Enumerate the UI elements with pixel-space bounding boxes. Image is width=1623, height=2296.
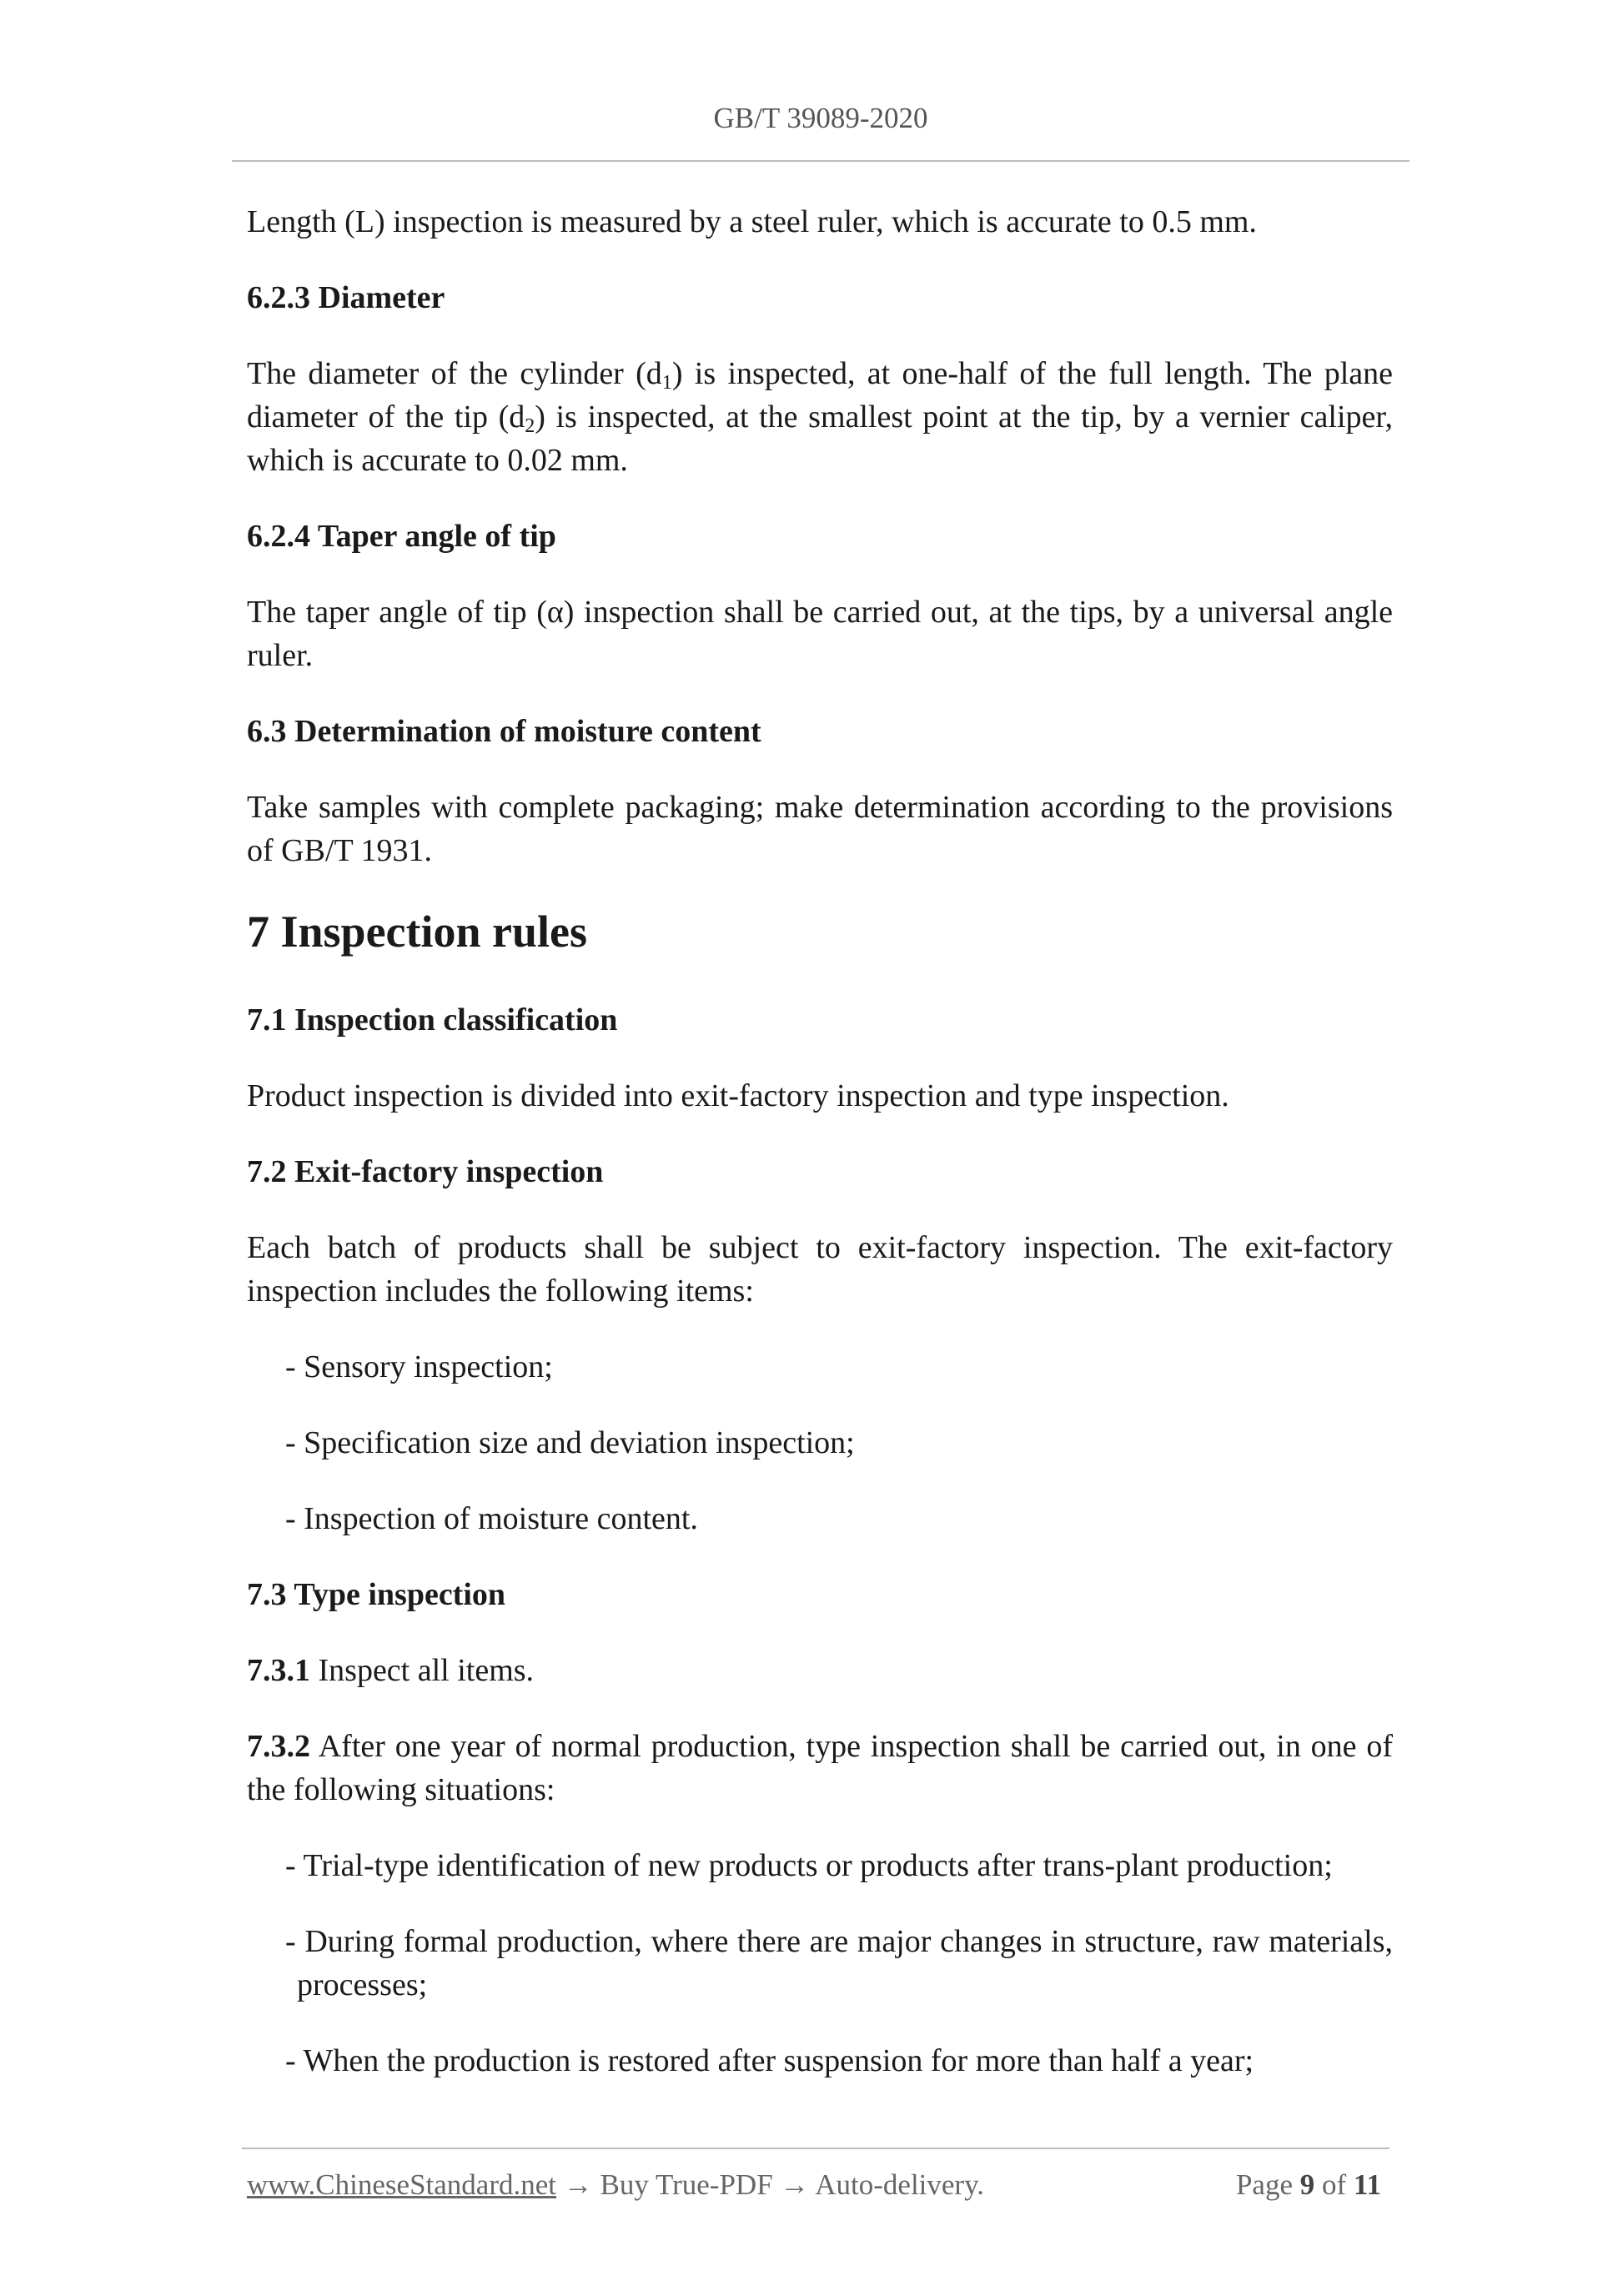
page-label: Page [1235, 2168, 1294, 2201]
heading-7-3: 7.3 Type inspection [247, 1577, 506, 1612]
heading-7-1: 7.1 Inspection classification [247, 1002, 618, 1037]
moisture-paragraph: Take samples with complete packaging; make determination according to the provisions of GB/T 1931. [247, 790, 1393, 868]
clause-number: 7.3.2 [247, 1729, 310, 1764]
auto-delivery-text: Auto-delivery. [815, 2168, 985, 2201]
heading-7: 7 Inspection rules [247, 907, 588, 957]
clause-7-3-1 [247, 1649, 1393, 1692]
list-item: - Inspection of moisture content. [285, 1501, 698, 1536]
subscript-2: 2 [525, 415, 535, 437]
heading-6-2-4: 6.2.4 Taper angle of tip [247, 519, 556, 554]
list-item: - When the production is restored after suspension for more than half a year; [285, 2043, 1254, 2078]
list-item: - Sensory inspection; [285, 1349, 553, 1384]
list-item: - During formal production, where there are major changes in structure, raw materials, processes; [285, 1924, 1393, 2002]
list-item: - Trial-type identification of new products or products after trans-plant production; [285, 1848, 1333, 1883]
list-item: - Specification size and deviation inspection; [285, 1425, 855, 1460]
clause-number: 7.3.1 [247, 1653, 310, 1688]
buy-pdf-text: Buy True-PDF [600, 2168, 773, 2201]
of-label: of [1322, 2168, 1347, 2201]
arrow-icon: → [780, 2168, 810, 2201]
page-header: GB/T 39089-2020 [713, 102, 928, 134]
website-link[interactable]: www.ChineseStandard.net [247, 2168, 556, 2201]
heading-6-2-3: 6.2.3 Diameter [247, 280, 445, 315]
taper-angle-paragraph: The taper angle of tip (α) inspection shall be carried out, at the tips, by a universal angle ruler. [247, 595, 1393, 673]
diameter-text-a: The diameter of the cylinder (d [247, 356, 662, 391]
page-indicator [1236, 2168, 1381, 2202]
length-paragraph: Length (L) inspection is measured by a steel ruler, which is accurate to 0.5 mm. [247, 204, 1257, 239]
page-number: 9 [1299, 2168, 1315, 2201]
arrow-icon: → [563, 2168, 593, 2201]
subscript-1: 1 [661, 372, 672, 394]
clause-text: Inspect all items. [310, 1653, 535, 1688]
diameter-text-c: ) is inspected, at the smallest point at the tip, by a vernier caliper, which is accurate to 0.02 mm. [247, 399, 1393, 478]
footer-left [247, 2168, 984, 2202]
footer-divider [242, 2148, 1389, 2149]
diameter-paragraph [247, 352, 1393, 482]
heading-6-3: 6.3 Determination of moisture content [247, 714, 761, 749]
page-total: 11 [1353, 2168, 1381, 2201]
page-footer [247, 2168, 1381, 2202]
clause-text: After one year of normal production, type inspection shall be carried out, in one of the following situations: [247, 1729, 1393, 1807]
diameter-text-b: ) is inspected, at one-half of the full length. The plane diameter of the tip (d [247, 356, 1393, 435]
exit-factory-paragraph: Each batch of products shall be subject to exit-factory inspection. The exit-factory inspection includes the following items: [247, 1230, 1393, 1309]
document-body [247, 200, 1393, 2115]
heading-7-2: 7.2 Exit-factory inspection [247, 1154, 604, 1189]
header-divider [232, 160, 1409, 162]
classification-paragraph: Product inspection is divided into exit-factory inspection and type inspection. [247, 1078, 1229, 1113]
clause-7-3-2 [247, 1725, 1393, 1811]
